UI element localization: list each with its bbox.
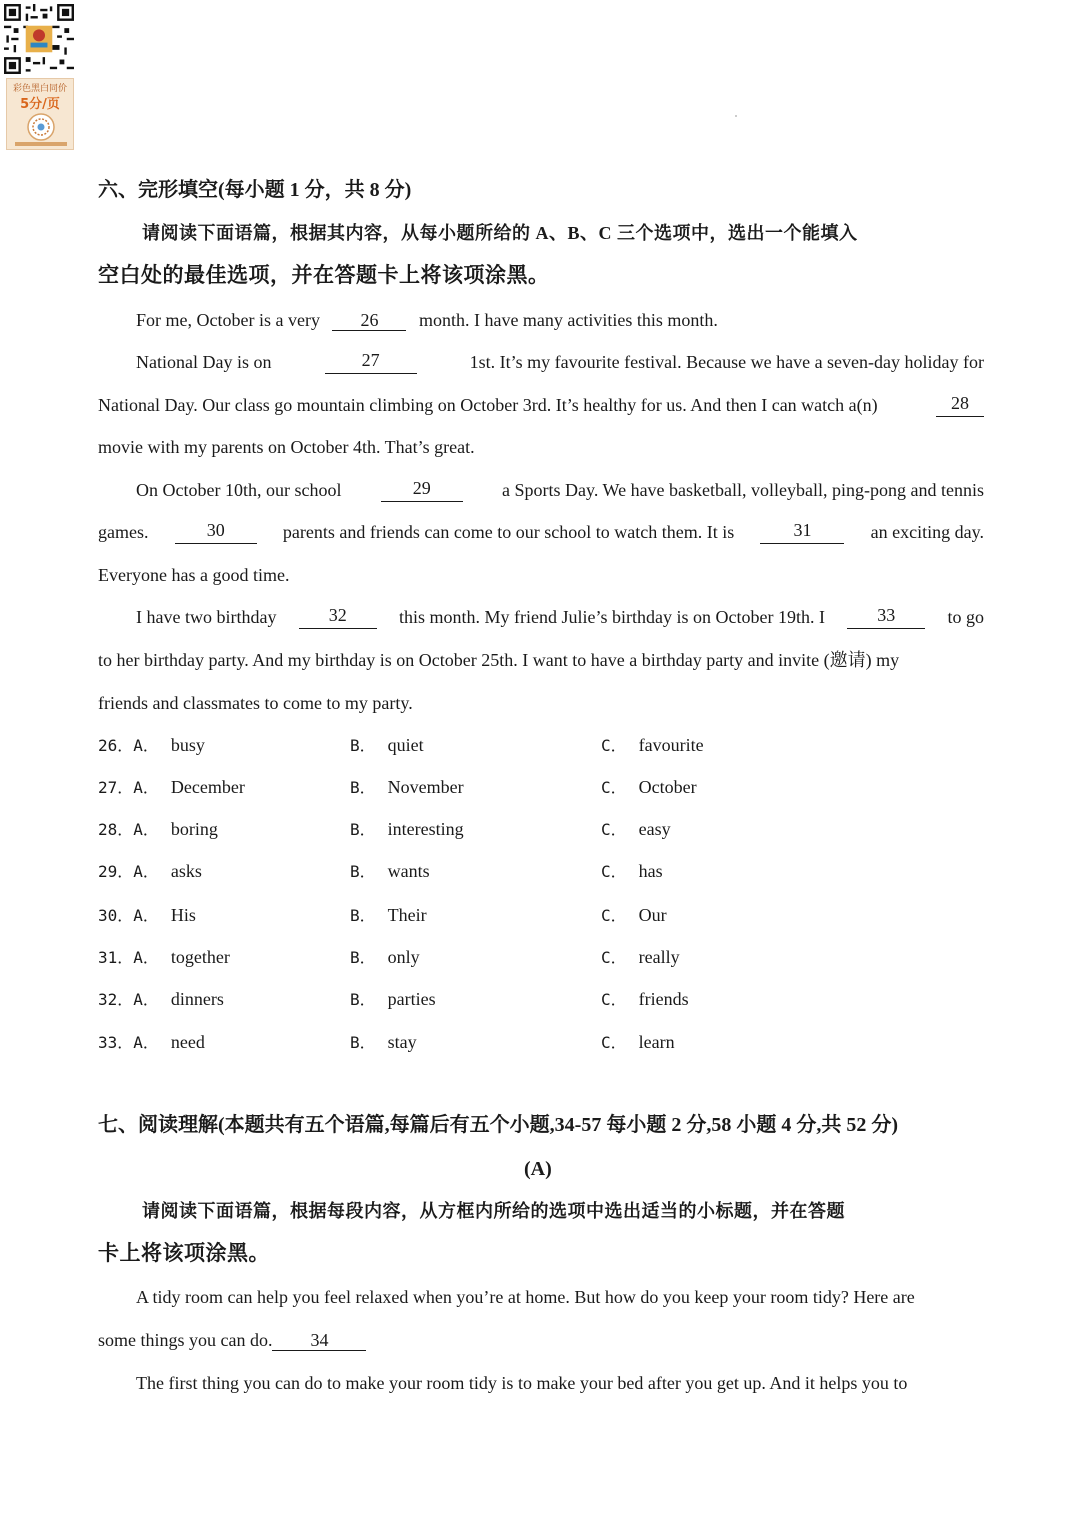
option-text: stay [387, 1032, 417, 1052]
section6-instruction-line1 [142, 221, 984, 245]
passage-text: I have two birthday [136, 607, 277, 627]
passage-text: some things you can do. [98, 1330, 273, 1350]
option-text: easy [638, 819, 671, 839]
option-a [98, 945, 230, 970]
option-a [98, 859, 202, 884]
section6-instruction-line2: 空白处的最佳选项，并在答题卡上将该项涂黑。 [98, 263, 550, 287]
option-a [98, 987, 224, 1012]
option-text: favourite [638, 735, 704, 755]
option-label: 29．A． [98, 862, 159, 881]
option-label: B． [350, 820, 376, 839]
option-label: C． [601, 906, 627, 925]
option-label: 26．A． [98, 736, 159, 755]
passage-text: month. I have many activities this month. [418, 310, 718, 330]
option-text: Their [387, 905, 427, 925]
passage-line [136, 1285, 984, 1309]
option-label: C． [601, 862, 627, 881]
passage-line: Everyone has a good time. [98, 565, 290, 585]
option-text: need [170, 1032, 205, 1052]
option-text: asks [170, 861, 202, 881]
option-b [350, 1030, 417, 1055]
option-text: learn [638, 1032, 675, 1052]
option-text: November [387, 777, 464, 797]
blank-27: 27 [325, 350, 417, 374]
option-text: interesting [387, 819, 464, 839]
option-b [350, 859, 430, 884]
option-label: 27．A． [98, 778, 159, 797]
option-label: C． [601, 820, 627, 839]
option-c [601, 945, 680, 970]
passage-text: an exciting day. [870, 522, 984, 542]
option-label: B． [350, 948, 376, 967]
passage-text: National Day. Our class go mountain climbing on October 3rd. It’s healthy for us. And then I can watch a(n) [98, 395, 878, 415]
option-label: 32．A． [98, 990, 159, 1009]
passage-text: 1st. It’s my favourite festival. Because we have a seven-day holiday for [469, 352, 984, 372]
passage-text: For me, October is a very [136, 310, 320, 330]
option-b [350, 987, 436, 1012]
price-label: 5分/页 [20, 97, 60, 112]
price-footer-bar [15, 142, 67, 146]
option-label: C． [601, 736, 627, 755]
scan-speck [735, 115, 737, 117]
option-c [601, 817, 671, 842]
option-c [601, 1030, 675, 1055]
blank-28: 28 [936, 393, 984, 417]
option-a [98, 775, 245, 800]
option-c [601, 987, 689, 1012]
option-text: has [638, 861, 663, 881]
option-text: quiet [387, 735, 424, 755]
option-c [601, 903, 667, 928]
option-c [601, 775, 697, 800]
option-label: C． [601, 1033, 627, 1052]
passage-text: a Sports Day. We have basketball, volleyball, ping-pong and tennis [502, 480, 984, 500]
option-label: B． [350, 778, 376, 797]
option-b [350, 775, 464, 800]
option-b [350, 945, 420, 970]
option-text: Our [638, 905, 667, 925]
option-b [350, 817, 464, 842]
blank-29: 29 [381, 478, 463, 502]
option-a [98, 903, 196, 928]
option-a [98, 1030, 205, 1055]
passage-line [98, 520, 984, 544]
blank-32: 32 [299, 605, 377, 629]
option-text: December [170, 777, 245, 797]
option-label: 28．A． [98, 820, 159, 839]
option-text: parties [387, 989, 436, 1009]
option-text: October [638, 777, 697, 797]
passage-line [136, 1371, 984, 1395]
passage-text: parents and friends can come to our school to watch them. It is [282, 522, 735, 542]
passage-text: The first thing you can do to make your room tidy is to make your bed after you get up. And it helps you to [136, 1373, 908, 1393]
option-text: wants [387, 861, 430, 881]
option-label: 33．A． [98, 1033, 159, 1052]
option-text: together [170, 947, 230, 967]
passage-text: this month. My friend Julie’s birthday is on October 19th. I [399, 607, 825, 627]
passage-line [136, 478, 984, 502]
passage-line [136, 605, 984, 629]
option-text: dinners [170, 989, 224, 1009]
passage-text: games. [98, 522, 149, 542]
section6-heading: 六、完形填空(每小题 1 分，共 8 分) [98, 179, 412, 201]
instruction-text: 请阅读下面语篇，根据其内容，从每小题所给的 A、B、C 三个选项中，选出一个能填入 [142, 223, 858, 243]
price-tagline: 彩色黑白同价 [12, 84, 67, 94]
option-label: 31．A． [98, 948, 159, 967]
blank-33: 33 [847, 605, 925, 629]
option-a [98, 817, 218, 842]
passage-text: On October 10th, our school [136, 480, 342, 500]
section7-heading: 七、阅读理解(本题共有五个语篇,每篇后有五个小题,34-57 每小题 2 分,58 小题 4 分,共 52 分) [98, 1114, 898, 1136]
qr-code-icon [4, 4, 74, 74]
passage-line [136, 350, 984, 374]
passage-line: movie with my parents on October 4th. That’s great. [98, 437, 475, 457]
option-label: B． [350, 1033, 376, 1052]
blank-31: 31 [760, 520, 844, 544]
passage-line [136, 308, 718, 332]
passage-line [98, 1328, 366, 1352]
option-text: friends [638, 989, 689, 1009]
option-text: boring [170, 819, 218, 839]
option-b [350, 733, 424, 758]
passage-line: friends and classmates to come to my party. [98, 693, 413, 713]
passage-text: A tidy room can help you feel relaxed when you’re at home. But how do you keep your room tidy? Here are [136, 1287, 915, 1307]
option-label: C． [601, 948, 627, 967]
passage-line [98, 393, 984, 417]
passage-text: to her birthday party. And my birthday is on October 25th. I want to have a birthday party and invite (邀请) my [98, 650, 900, 670]
section7-instruction-line2: 卡上将该项涂黑。 [98, 1241, 270, 1265]
option-text: only [387, 947, 420, 967]
option-label: B． [350, 906, 376, 925]
option-label: B． [350, 736, 376, 755]
blank-30: 30 [175, 520, 257, 544]
option-c [601, 733, 704, 758]
option-text: busy [170, 735, 205, 755]
option-text: His [170, 905, 196, 925]
blank-34: 34 [272, 1330, 366, 1351]
qr-badge [4, 4, 74, 150]
option-label: 30．A． [98, 906, 159, 925]
price-card [6, 78, 74, 150]
option-b [350, 903, 427, 928]
option-label: B． [350, 862, 376, 881]
option-a [98, 733, 205, 758]
subsection-label: (A) [524, 1158, 552, 1180]
option-label: B． [350, 990, 376, 1009]
blank-26: 26 [332, 310, 406, 331]
section7-instruction-line1 [142, 1199, 984, 1223]
option-text: really [638, 947, 680, 967]
instruction-text: 请阅读下面语篇，根据每段内容，从方框内所给的选项中选出适当的小标题，并在答题 [142, 1201, 845, 1221]
option-label: C． [601, 778, 627, 797]
passage-text: National Day is on [136, 352, 272, 372]
seal-icon [27, 113, 55, 141]
option-label: C． [601, 990, 627, 1009]
option-c [601, 859, 663, 884]
passage-line [98, 648, 984, 672]
passage-text: to go [947, 607, 984, 627]
